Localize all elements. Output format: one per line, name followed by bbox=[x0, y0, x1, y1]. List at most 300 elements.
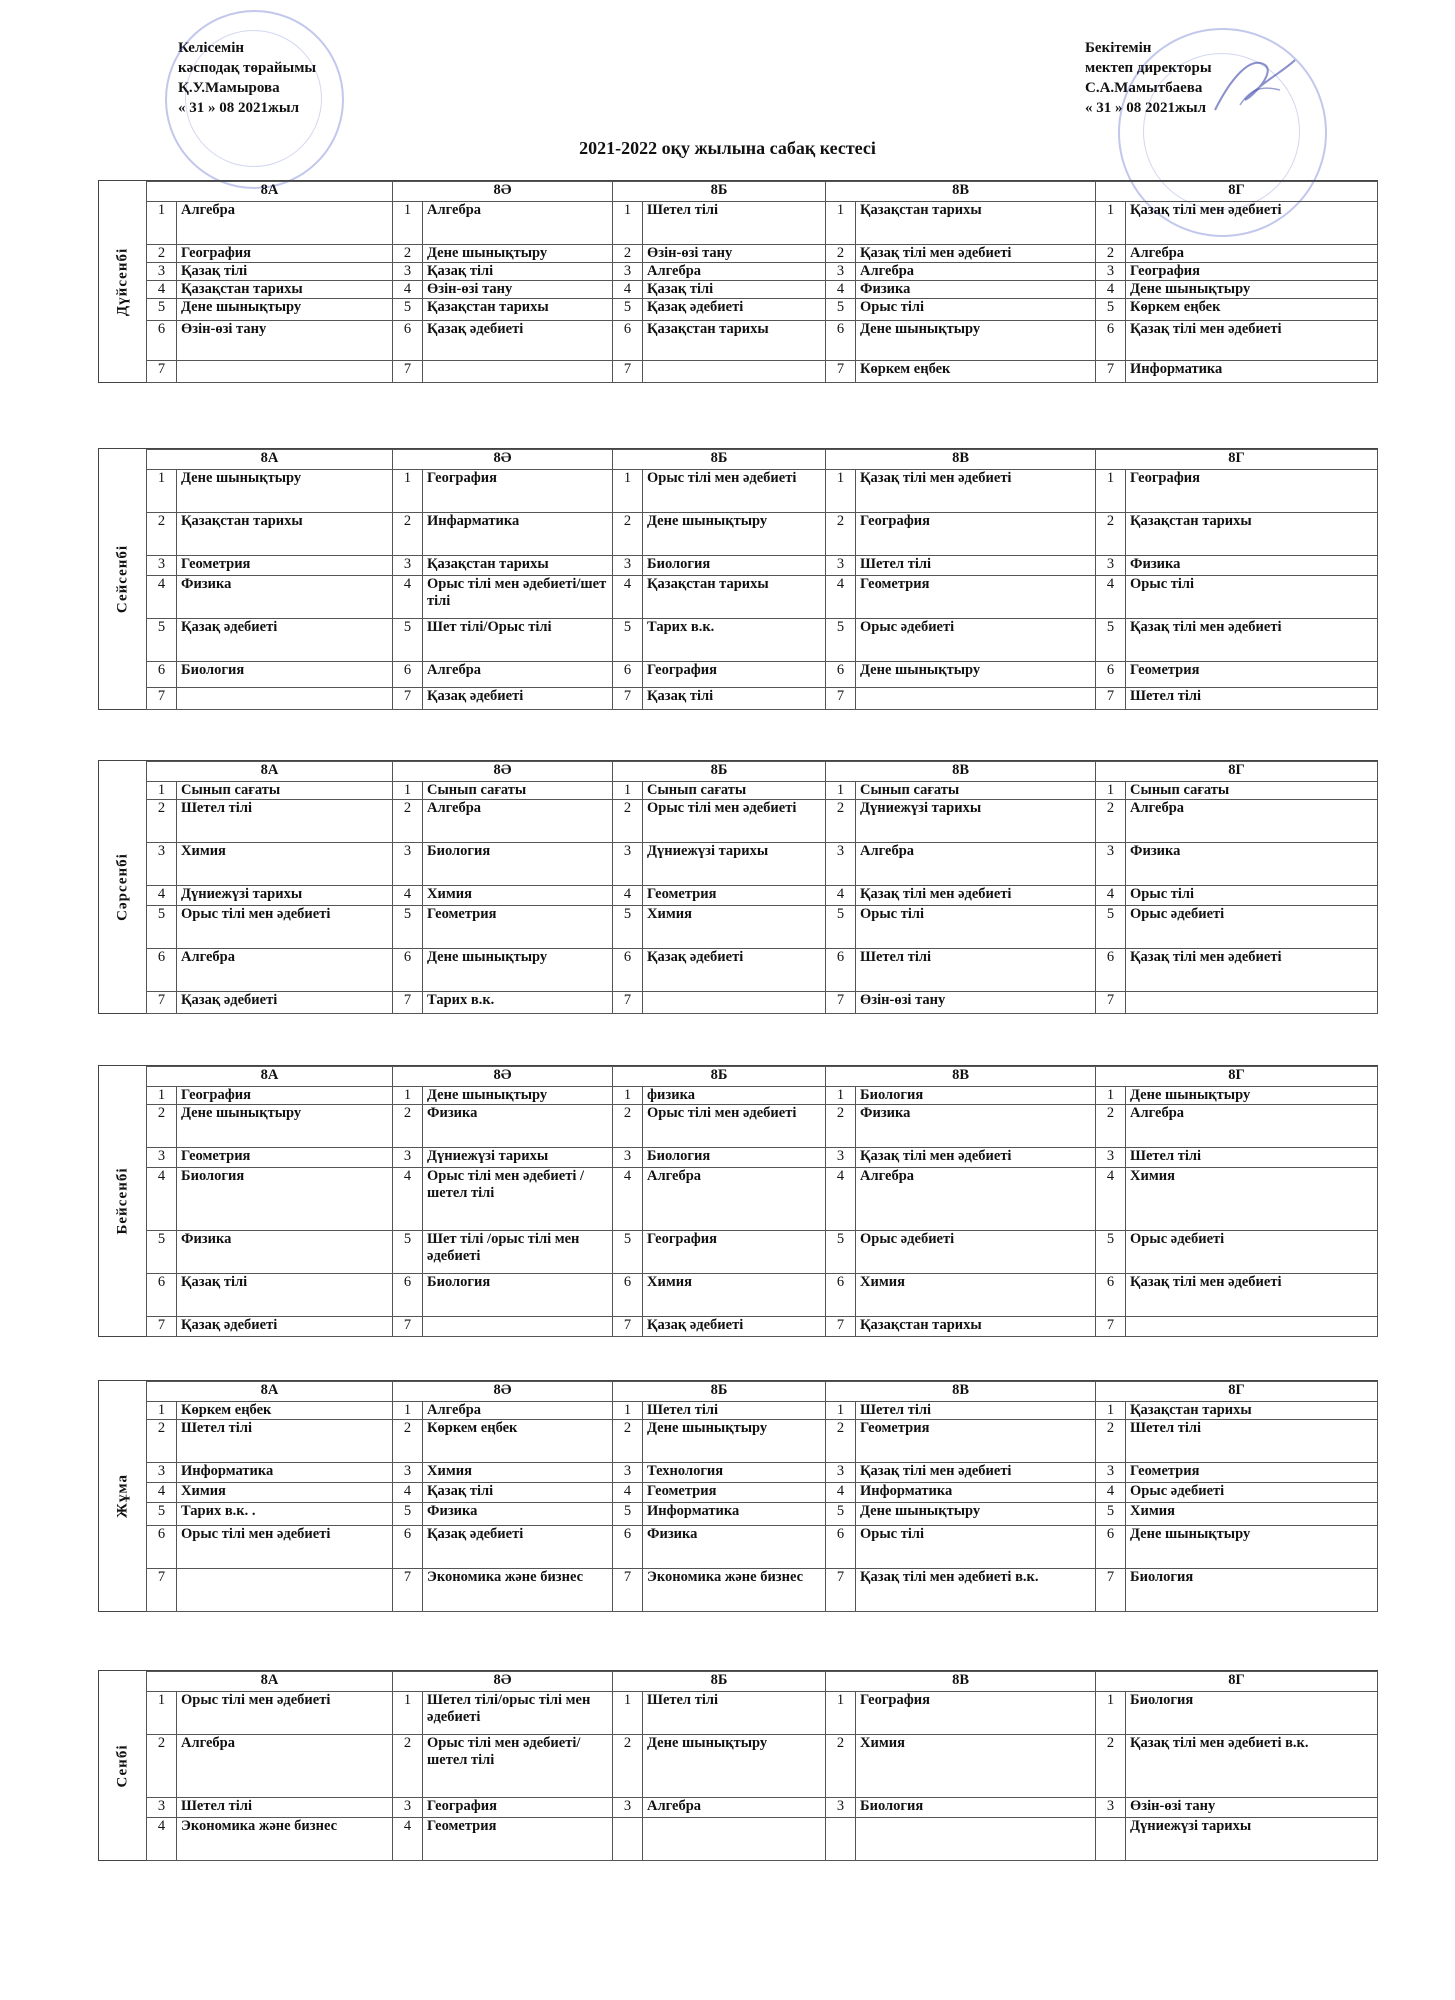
lesson-row bbox=[147, 619, 1378, 662]
lesson-row bbox=[147, 906, 1378, 949]
lesson-number: 1 bbox=[147, 202, 177, 245]
lesson-number: 1 bbox=[826, 782, 856, 800]
lesson-subject: География bbox=[423, 470, 613, 513]
lesson-subject: Қазақ тілі мен әдебиеті bbox=[1126, 202, 1378, 245]
lesson-subject: Шетел тілі bbox=[643, 202, 826, 245]
lesson-number: 3 bbox=[393, 263, 423, 281]
lesson-number: 3 bbox=[147, 263, 177, 281]
lesson-subject: Биология bbox=[1126, 1692, 1378, 1735]
day-name: Сәрсенбі bbox=[114, 853, 130, 921]
lesson-number: 1 bbox=[1096, 202, 1126, 245]
lesson-number: 1 bbox=[613, 1087, 643, 1105]
lesson-number: 6 bbox=[393, 1274, 423, 1317]
lesson-row bbox=[147, 782, 1378, 800]
lesson-number: 1 bbox=[393, 1087, 423, 1105]
lesson-number: 2 bbox=[826, 245, 856, 263]
lesson-subject: Химия bbox=[1126, 1168, 1378, 1231]
lesson-number: 5 bbox=[393, 1503, 423, 1526]
lesson-number: 6 bbox=[826, 1526, 856, 1569]
lesson-subject: Көркем еңбек bbox=[856, 361, 1096, 383]
lesson-subject bbox=[1126, 992, 1378, 1014]
lesson-subject: Қазақ тілі bbox=[643, 281, 826, 299]
lesson-number: 4 bbox=[826, 576, 856, 619]
lesson-number: 7 bbox=[826, 1317, 856, 1337]
lesson-subject: Дене шынықтыру bbox=[856, 662, 1096, 688]
lesson-number: 4 bbox=[393, 886, 423, 906]
approval-right-line1: Бекітемін bbox=[1085, 40, 1152, 56]
lesson-number: 5 bbox=[826, 619, 856, 662]
lesson-number: 3 bbox=[147, 1798, 177, 1818]
lesson-subject: Дүниежүзі тарихы bbox=[177, 886, 393, 906]
lesson-row bbox=[147, 1463, 1378, 1483]
lesson-subject: Физика bbox=[423, 1105, 613, 1148]
lesson-subject bbox=[423, 361, 613, 383]
lesson-row bbox=[147, 1087, 1378, 1105]
lesson-row bbox=[147, 1569, 1378, 1612]
lesson-number: 1 bbox=[613, 1402, 643, 1420]
lesson-number: 6 bbox=[613, 1274, 643, 1317]
lesson-number: 6 bbox=[1096, 949, 1126, 992]
lesson-number: 2 bbox=[613, 513, 643, 556]
lesson-subject: Геометрия bbox=[856, 576, 1096, 619]
lesson-number: 2 bbox=[1096, 245, 1126, 263]
lesson-subject: Геометрия bbox=[643, 1483, 826, 1503]
lesson-subject: Орыс тілі мен әдебиеті bbox=[177, 1526, 393, 1569]
class-header: 8Ә bbox=[393, 450, 613, 470]
class-header: 8Г bbox=[1096, 182, 1378, 202]
lesson-subject: Шетел тілі bbox=[177, 800, 393, 843]
class-header: 8Б bbox=[613, 450, 826, 470]
lesson-number: 7 bbox=[826, 992, 856, 1014]
lesson-number: 4 bbox=[147, 1818, 177, 1861]
class-header: 8Ә bbox=[393, 762, 613, 782]
lesson-number: 7 bbox=[393, 992, 423, 1014]
lesson-subject: Алгебра bbox=[1126, 800, 1378, 843]
lesson-subject: Физика bbox=[1126, 843, 1378, 886]
lesson-number: 2 bbox=[147, 245, 177, 263]
lesson-subject: Тарих в.к. bbox=[643, 619, 826, 662]
lesson-number: 1 bbox=[613, 1692, 643, 1735]
class-header-row bbox=[147, 1382, 1378, 1402]
lesson-number: 5 bbox=[147, 906, 177, 949]
class-header: 8Г bbox=[1096, 1382, 1378, 1402]
lesson-subject: Биология bbox=[643, 1148, 826, 1168]
lesson-number: 6 bbox=[393, 949, 423, 992]
lesson-subject: Орыс тілі мен әдебиеті bbox=[177, 906, 393, 949]
lesson-number: 1 bbox=[393, 1402, 423, 1420]
approval-left-line4: « 31 » 08 2021жыл bbox=[178, 100, 300, 116]
lesson-number: 1 bbox=[147, 1087, 177, 1105]
lesson-subject: Биология bbox=[177, 662, 393, 688]
lesson-subject: Экономика және бизнес bbox=[423, 1569, 613, 1612]
lesson-subject: Химия bbox=[643, 906, 826, 949]
lesson-number: 5 bbox=[1096, 619, 1126, 662]
lesson-number: 5 bbox=[613, 906, 643, 949]
approval-left-line1: Келісемін bbox=[178, 40, 245, 56]
lesson-subject: Шетел тілі bbox=[643, 1692, 826, 1735]
lesson-number: 1 bbox=[613, 202, 643, 245]
lesson-subject: География bbox=[423, 1798, 613, 1818]
lesson-number: 4 bbox=[826, 281, 856, 299]
lesson-subject: Шет тілі /орыс тілі мен әдебиеті bbox=[423, 1231, 613, 1274]
lesson-number: 7 bbox=[147, 361, 177, 383]
lesson-subject: Алгебра bbox=[856, 843, 1096, 886]
lesson-number: 3 bbox=[613, 263, 643, 281]
lesson-subject: Химия bbox=[177, 843, 393, 886]
lesson-subject: Қазақ әдебиеті bbox=[423, 1526, 613, 1569]
lesson-subject: Шетел тілі bbox=[177, 1420, 393, 1463]
lesson-number: 1 bbox=[393, 202, 423, 245]
lesson-subject: Инфарматика bbox=[423, 513, 613, 556]
lesson-number: 3 bbox=[613, 1798, 643, 1818]
lesson-subject: Информатика bbox=[643, 1503, 826, 1526]
approval-right-line2: мектеп директоры bbox=[1085, 60, 1212, 76]
lesson-subject: Биология bbox=[856, 1087, 1096, 1105]
lesson-number: 5 bbox=[613, 299, 643, 321]
class-header-row bbox=[147, 1672, 1378, 1692]
class-header: 8Ә bbox=[393, 182, 613, 202]
lesson-number: 3 bbox=[147, 843, 177, 886]
lesson-number: 6 bbox=[613, 662, 643, 688]
lesson-subject: Қазақ тілі мен әдебиеті bbox=[1126, 619, 1378, 662]
day-name: Сенбі bbox=[114, 1744, 130, 1787]
lesson-subject: Дүниежүзі тарихы bbox=[1126, 1818, 1378, 1861]
lesson-number: 1 bbox=[393, 1692, 423, 1735]
lesson-number: 5 bbox=[1096, 906, 1126, 949]
lesson-row bbox=[147, 662, 1378, 688]
lesson-subject bbox=[856, 688, 1096, 710]
lesson-subject: Тарих в.к. bbox=[423, 992, 613, 1014]
lesson-number: 5 bbox=[613, 1231, 643, 1274]
lesson-row bbox=[147, 470, 1378, 513]
class-header-row bbox=[147, 450, 1378, 470]
lesson-number: 4 bbox=[613, 576, 643, 619]
lesson-subject: Қазақ әдебиеті bbox=[177, 992, 393, 1014]
lesson-number: 4 bbox=[393, 576, 423, 619]
lesson-number: 2 bbox=[393, 1105, 423, 1148]
lesson-number: 5 bbox=[147, 1231, 177, 1274]
class-header: 8Ә bbox=[393, 1067, 613, 1087]
lesson-number: 7 bbox=[613, 1569, 643, 1612]
class-header: 8А bbox=[147, 1672, 393, 1692]
lesson-number: 3 bbox=[1096, 263, 1126, 281]
lesson-subject: Орыс тілі bbox=[1126, 886, 1378, 906]
lesson-subject: Алгебра bbox=[423, 202, 613, 245]
lesson-subject: Биология bbox=[423, 843, 613, 886]
lesson-row bbox=[147, 245, 1378, 263]
day-block bbox=[98, 1380, 1378, 1612]
class-header: 8В bbox=[826, 1672, 1096, 1692]
day-name: Жұма bbox=[114, 1474, 130, 1518]
lesson-subject: Орыс тілі мен әдебиеті bbox=[643, 1105, 826, 1148]
class-header: 8Б bbox=[613, 762, 826, 782]
lesson-subject: География bbox=[856, 1692, 1096, 1735]
lesson-subject: Алгебра bbox=[643, 1168, 826, 1231]
lesson-row bbox=[147, 1317, 1378, 1337]
lesson-subject: Химия bbox=[1126, 1503, 1378, 1526]
lesson-subject: Қазақ тілі мен әдебиеті bbox=[856, 1463, 1096, 1483]
lesson-number bbox=[1096, 1818, 1126, 1861]
lesson-subject: Қазақстан тарихы bbox=[423, 299, 613, 321]
lesson-row bbox=[147, 886, 1378, 906]
lesson-row bbox=[147, 1526, 1378, 1569]
lesson-number: 2 bbox=[147, 800, 177, 843]
lesson-subject: Физика bbox=[856, 1105, 1096, 1148]
lesson-number: 2 bbox=[147, 1105, 177, 1148]
document-title: 2021-2022 оқу жылына сабақ кестесі bbox=[579, 138, 876, 158]
lesson-number: 4 bbox=[1096, 1168, 1126, 1231]
lesson-number: 5 bbox=[826, 906, 856, 949]
lesson-number: 2 bbox=[393, 800, 423, 843]
lesson-number: 5 bbox=[826, 1231, 856, 1274]
lesson-number: 5 bbox=[147, 1503, 177, 1526]
lesson-number: 2 bbox=[1096, 800, 1126, 843]
lesson-number: 4 bbox=[826, 1168, 856, 1231]
lesson-subject: Алгебра bbox=[177, 202, 393, 245]
lesson-number: 5 bbox=[393, 299, 423, 321]
schedule-table bbox=[146, 1671, 1378, 1861]
lesson-number: 7 bbox=[826, 1569, 856, 1612]
lesson-row bbox=[147, 1420, 1378, 1463]
lesson-number: 7 bbox=[1096, 1317, 1126, 1337]
lesson-row bbox=[147, 1402, 1378, 1420]
lesson-subject: Физика bbox=[643, 1526, 826, 1569]
lesson-number: 5 bbox=[393, 906, 423, 949]
lesson-subject bbox=[423, 1317, 613, 1337]
lesson-number: 1 bbox=[393, 470, 423, 513]
lesson-subject: Алгебра bbox=[423, 1402, 613, 1420]
schedule-table bbox=[146, 449, 1378, 710]
lesson-number: 6 bbox=[393, 321, 423, 361]
lesson-row bbox=[147, 1503, 1378, 1526]
lesson-number: 3 bbox=[613, 1148, 643, 1168]
lesson-subject bbox=[177, 361, 393, 383]
lesson-subject: Дүниежүзі тарихы bbox=[643, 843, 826, 886]
lesson-subject: Орыс тілі bbox=[856, 906, 1096, 949]
lesson-number: 7 bbox=[393, 361, 423, 383]
lesson-number: 4 bbox=[613, 886, 643, 906]
lesson-subject: Алгебра bbox=[856, 263, 1096, 281]
day-block bbox=[98, 448, 1378, 710]
class-header-row bbox=[147, 762, 1378, 782]
lesson-row bbox=[147, 688, 1378, 710]
class-header: 8Г bbox=[1096, 1067, 1378, 1087]
schedule-table bbox=[146, 1381, 1378, 1612]
lesson-number: 7 bbox=[826, 688, 856, 710]
lesson-subject: Дүниежүзі тарихы bbox=[423, 1148, 613, 1168]
lesson-subject: Биология bbox=[177, 1168, 393, 1231]
lesson-subject: Дене шынықтыру bbox=[1126, 1526, 1378, 1569]
lesson-number: 2 bbox=[826, 800, 856, 843]
lesson-subject: География bbox=[177, 1087, 393, 1105]
lesson-subject: Информатика bbox=[177, 1463, 393, 1483]
lesson-subject: Орыс тілі мен әдебиеті /шетел тілі bbox=[423, 1168, 613, 1231]
lesson-number: 7 bbox=[147, 1569, 177, 1612]
class-header: 8Г bbox=[1096, 450, 1378, 470]
lesson-number: 3 bbox=[826, 1798, 856, 1818]
lesson-subject: Биология bbox=[1126, 1569, 1378, 1612]
lesson-subject: Физика bbox=[1126, 556, 1378, 576]
lesson-number: 3 bbox=[147, 1463, 177, 1483]
lesson-subject: Өзін-өзі тану bbox=[643, 245, 826, 263]
lesson-number: 6 bbox=[826, 321, 856, 361]
lesson-subject: Көркем еңбек bbox=[1126, 299, 1378, 321]
lesson-subject: Алгебра bbox=[1126, 245, 1378, 263]
lesson-subject: Шетел тілі/орыс тілі мен әдебиеті bbox=[423, 1692, 613, 1735]
lesson-number: 3 bbox=[1096, 556, 1126, 576]
lesson-subject: Химия bbox=[423, 1463, 613, 1483]
lesson-subject: Қазақ тілі мен әдебиеті bbox=[856, 470, 1096, 513]
lesson-number: 1 bbox=[826, 1692, 856, 1735]
lesson-row bbox=[147, 843, 1378, 886]
lesson-subject: Орыс әдебиеті bbox=[1126, 906, 1378, 949]
lesson-number: 2 bbox=[393, 1735, 423, 1798]
lesson-subject: Орыс әдебиеті bbox=[1126, 1231, 1378, 1274]
day-block bbox=[98, 1065, 1378, 1337]
director-signature bbox=[1210, 50, 1300, 120]
lesson-subject: Экономика және бизнес bbox=[177, 1818, 393, 1861]
lesson-subject: Қазақ тілі мен әдебиеті bbox=[856, 886, 1096, 906]
lesson-subject: Орыс тілі bbox=[856, 1526, 1096, 1569]
lesson-number: 2 bbox=[1096, 513, 1126, 556]
lesson-subject bbox=[643, 361, 826, 383]
lesson-number: 4 bbox=[147, 576, 177, 619]
lesson-subject: Алгебра bbox=[423, 800, 613, 843]
lesson-subject bbox=[177, 1569, 393, 1612]
lesson-number: 6 bbox=[1096, 1526, 1126, 1569]
lesson-number: 4 bbox=[147, 886, 177, 906]
lesson-number: 6 bbox=[147, 662, 177, 688]
lesson-subject: Қазақ тілі мен әдебиеті bbox=[856, 1148, 1096, 1168]
lesson-number: 4 bbox=[613, 281, 643, 299]
lesson-number: 7 bbox=[1096, 992, 1126, 1014]
lesson-subject: Қазақстан тарихы bbox=[1126, 1402, 1378, 1420]
lesson-subject: Қазақ тілі мен әдебиеті bbox=[1126, 321, 1378, 361]
lesson-subject: Алгебра bbox=[1126, 1105, 1378, 1148]
lesson-number: 7 bbox=[393, 688, 423, 710]
lesson-subject: Дене шынықтыру bbox=[177, 470, 393, 513]
day-name: Дүйсенбі bbox=[114, 247, 130, 316]
lesson-row bbox=[147, 1148, 1378, 1168]
lesson-subject: География bbox=[643, 1231, 826, 1274]
lesson-row bbox=[147, 576, 1378, 619]
lesson-subject: Экономика және бизнес bbox=[643, 1569, 826, 1612]
lesson-row bbox=[147, 299, 1378, 321]
day-block bbox=[98, 180, 1378, 383]
lesson-subject: Физика bbox=[856, 281, 1096, 299]
lesson-number: 2 bbox=[393, 245, 423, 263]
lesson-number: 4 bbox=[393, 1483, 423, 1503]
lesson-subject: Шетел тілі bbox=[643, 1402, 826, 1420]
lesson-number: 3 bbox=[1096, 1148, 1126, 1168]
lesson-number: 4 bbox=[147, 1168, 177, 1231]
lesson-subject: Информатика bbox=[856, 1483, 1096, 1503]
lesson-number: 2 bbox=[613, 800, 643, 843]
lesson-subject: Қазақ тілі мен әдебиеті в.к. bbox=[1126, 1735, 1378, 1798]
lesson-subject: Қазақ әдебиеті bbox=[177, 619, 393, 662]
lesson-subject: Орыс тілі bbox=[856, 299, 1096, 321]
lesson-subject: Қазақ тілі мен әдебиеті bbox=[1126, 949, 1378, 992]
lesson-number: 2 bbox=[613, 1420, 643, 1463]
lesson-row bbox=[147, 281, 1378, 299]
lesson-row bbox=[147, 1483, 1378, 1503]
lesson-number: 7 bbox=[393, 1569, 423, 1612]
lesson-number: 5 bbox=[393, 1231, 423, 1274]
lesson-number: 3 bbox=[1096, 1798, 1126, 1818]
approval-left-line3: Қ.У.Мамырова bbox=[178, 80, 280, 96]
lesson-subject: Дене шынықтыру bbox=[177, 299, 393, 321]
lesson-row bbox=[147, 1735, 1378, 1798]
lesson-number: 6 bbox=[147, 1526, 177, 1569]
lesson-subject: Шетел тілі bbox=[1126, 1148, 1378, 1168]
lesson-subject: Дене шынықтыру bbox=[423, 949, 613, 992]
lesson-subject: Дене шынықтыру bbox=[423, 245, 613, 263]
lesson-number: 7 bbox=[1096, 1569, 1126, 1612]
lesson-number: 6 bbox=[826, 1274, 856, 1317]
class-header-row bbox=[147, 1067, 1378, 1087]
schedule-table bbox=[146, 761, 1378, 1014]
lesson-subject: Қазақ әдебиеті bbox=[643, 1317, 826, 1337]
lesson-number: 5 bbox=[613, 1503, 643, 1526]
lesson-number: 7 bbox=[393, 1317, 423, 1337]
lesson-subject: Орыс әдебиеті bbox=[1126, 1483, 1378, 1503]
lesson-number: 5 bbox=[1096, 1503, 1126, 1526]
lesson-subject: Орыс тілі мен әдебиеті/шет тілі bbox=[423, 576, 613, 619]
lesson-number: 4 bbox=[1096, 1483, 1126, 1503]
lesson-number: 2 bbox=[1096, 1105, 1126, 1148]
lesson-subject: Қазақ әдебиеті bbox=[423, 321, 613, 361]
lesson-subject bbox=[1126, 1317, 1378, 1337]
lesson-subject: Орыс тілі мен әдебиеті/шетел тілі bbox=[423, 1735, 613, 1798]
lesson-subject: Алгебра bbox=[856, 1168, 1096, 1231]
lesson-subject: Өзін-өзі тану bbox=[1126, 1798, 1378, 1818]
lesson-number: 6 bbox=[393, 662, 423, 688]
lesson-number: 2 bbox=[826, 1105, 856, 1148]
lesson-subject: Информатика bbox=[1126, 361, 1378, 383]
lesson-subject: Дене шынықтыру bbox=[423, 1087, 613, 1105]
lesson-subject: Қазақстан тарихы bbox=[1126, 513, 1378, 556]
lesson-number: 3 bbox=[393, 843, 423, 886]
lesson-number: 1 bbox=[1096, 1087, 1126, 1105]
lesson-subject: Геометрия bbox=[177, 1148, 393, 1168]
lesson-subject: Геометрия bbox=[423, 906, 613, 949]
lesson-number: 6 bbox=[613, 949, 643, 992]
lesson-number: 7 bbox=[147, 992, 177, 1014]
lesson-subject: Шетел тілі bbox=[1126, 1420, 1378, 1463]
lesson-number: 2 bbox=[613, 245, 643, 263]
lesson-subject: Қазақстан тарихы bbox=[643, 576, 826, 619]
lesson-subject: Қазақ тілі bbox=[177, 1274, 393, 1317]
lesson-row bbox=[147, 1105, 1378, 1148]
lesson-number: 5 bbox=[1096, 299, 1126, 321]
lesson-subject bbox=[177, 688, 393, 710]
lesson-number: 5 bbox=[393, 619, 423, 662]
class-header: 8В bbox=[826, 762, 1096, 782]
lesson-subject: Қазақ тілі bbox=[423, 1483, 613, 1503]
lesson-number: 2 bbox=[826, 1420, 856, 1463]
lesson-number: 7 bbox=[613, 361, 643, 383]
class-header: 8Ә bbox=[393, 1672, 613, 1692]
lesson-number: 4 bbox=[613, 1168, 643, 1231]
lesson-subject: Дене шынықтыру bbox=[177, 1105, 393, 1148]
lesson-number: 7 bbox=[147, 1317, 177, 1337]
lesson-number: 4 bbox=[1096, 281, 1126, 299]
lesson-subject: Сынып сағаты bbox=[643, 782, 826, 800]
lesson-number: 5 bbox=[826, 1503, 856, 1526]
day-label bbox=[99, 181, 147, 382]
lesson-number: 4 bbox=[613, 1483, 643, 1503]
lesson-subject: Қазақстан тарихы bbox=[177, 513, 393, 556]
